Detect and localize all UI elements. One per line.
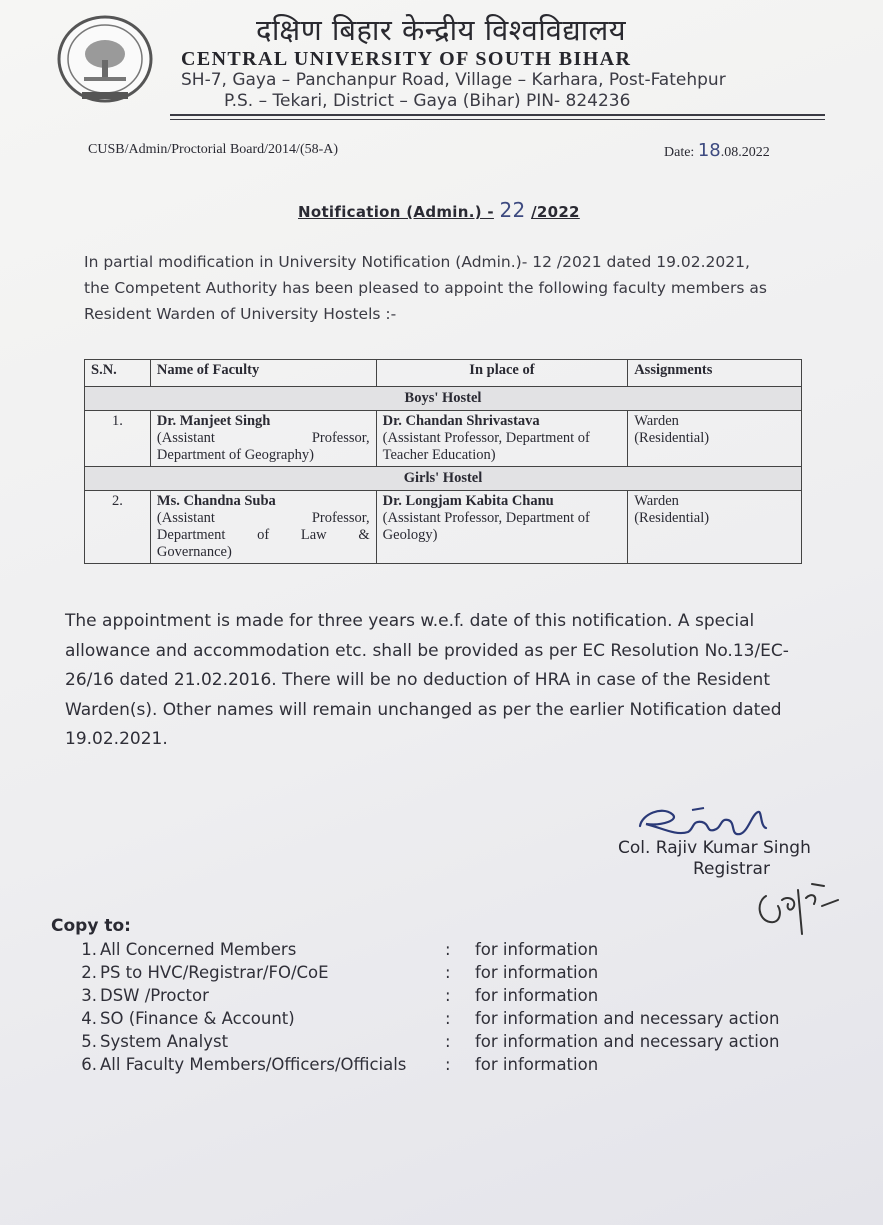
body-line: Warden(s). Other names will remain unchanged as per the earlier Notification dated bbox=[65, 699, 782, 720]
registrar-title: Registrar bbox=[693, 859, 770, 879]
copy-to-list bbox=[75, 940, 815, 1078]
item-recipient: All Concerned Members bbox=[100, 940, 297, 959]
item-number: 2. bbox=[81, 963, 97, 982]
section-row bbox=[85, 387, 802, 411]
cell-in-place bbox=[376, 411, 628, 467]
replaced-name: Dr. Chandan Shrivastava bbox=[382, 413, 540, 429]
cell-assignment bbox=[628, 411, 802, 467]
item-colon: : bbox=[445, 1055, 451, 1074]
faculty-detail-line bbox=[157, 510, 370, 527]
notification-number: 22 bbox=[499, 198, 526, 222]
faculty-detail: Law bbox=[300, 527, 327, 543]
body-paragraph bbox=[65, 607, 811, 755]
item-purpose: for information and necessary action bbox=[475, 1032, 780, 1051]
body-line: The appointment is made for three years w.e.f. date of this notification. A special bbox=[65, 611, 755, 631]
header-sn: S.N. bbox=[85, 360, 151, 387]
replaced-name: Dr. Longjam Kabita Chanu bbox=[382, 493, 554, 509]
cell-name bbox=[150, 411, 376, 467]
cell-assignment bbox=[628, 491, 802, 564]
registrar-name: Col. Rajiv Kumar Singh bbox=[618, 838, 811, 858]
faculty-table bbox=[84, 359, 802, 564]
date-rest: .08.2022 bbox=[720, 145, 770, 160]
address-line-1: SH-7, Gaya – Panchanpur Road, Village – Karhara, Post-Fatehpur bbox=[181, 70, 726, 90]
item-number: 4. bbox=[81, 1009, 97, 1028]
list-item bbox=[75, 1055, 815, 1078]
header-divider-thin bbox=[170, 119, 825, 120]
faculty-detail: Professor, bbox=[311, 430, 370, 446]
assignment-detail: (Residential) bbox=[634, 510, 710, 526]
faculty-detail-line bbox=[157, 527, 370, 544]
date-label: Date: bbox=[664, 145, 695, 160]
handwritten-initials bbox=[752, 876, 844, 940]
faculty-detail: Department of Geography) bbox=[156, 447, 314, 463]
assignment-detail: (Residential) bbox=[634, 430, 710, 446]
item-colon: : bbox=[445, 1009, 451, 1028]
notification-prefix: Notification (Admin.) - bbox=[298, 203, 494, 221]
assignment: Warden bbox=[634, 413, 679, 429]
body-line: allowance and accommodation etc. shall be provided as per EC Resolution No.13/EC- bbox=[65, 640, 789, 661]
item-number: 3. bbox=[81, 986, 97, 1005]
hindi-university-name: दक्षिण बिहार केन्द्रीय विश्वविद्यालय bbox=[256, 13, 627, 47]
notification-suffix: /2022 bbox=[531, 203, 580, 221]
item-colon: : bbox=[445, 1032, 451, 1051]
item-purpose: for information bbox=[475, 940, 599, 959]
body-line: 26/16 dated 21.02.2016. There will be no deduction of HRA in case of the Resident bbox=[65, 670, 770, 690]
body-line: 19.02.2021. bbox=[65, 729, 168, 749]
intro-line: Resident Warden of University Hostels :- bbox=[84, 305, 397, 323]
list-item bbox=[75, 986, 815, 1009]
intro-line: the Competent Authority has been pleased to appoint the following faculty members as bbox=[84, 279, 767, 297]
list-item bbox=[75, 1032, 815, 1055]
replaced-detail: (Assistant Professor, Department of Teacher Education) bbox=[382, 430, 590, 463]
faculty-detail-line bbox=[157, 430, 370, 447]
faculty-detail: (Assistant bbox=[156, 510, 215, 526]
section-row bbox=[85, 467, 802, 491]
item-number: 5. bbox=[81, 1032, 97, 1051]
intro-line: In partial modification in University Notification (Admin.)- 12 /2021 dated 19.02.2021, bbox=[84, 253, 750, 271]
table-row bbox=[85, 411, 802, 467]
replaced-detail: (Assistant Professor, Department of Geology) bbox=[382, 510, 590, 543]
item-number: 6. bbox=[81, 1055, 97, 1074]
cell-sn: 2. bbox=[85, 491, 151, 564]
notification-date bbox=[664, 140, 770, 161]
item-colon: : bbox=[445, 940, 451, 959]
item-colon: : bbox=[445, 986, 451, 1005]
faculty-detail: (Assistant bbox=[156, 430, 215, 446]
faculty-name: Dr. Manjeet Singh bbox=[156, 413, 271, 429]
item-recipient: DSW /Proctor bbox=[100, 986, 209, 1005]
faculty-detail: Governance) bbox=[156, 544, 232, 560]
intro-paragraph bbox=[84, 249, 796, 327]
assignment: Warden bbox=[634, 493, 679, 509]
university-logo bbox=[56, 14, 154, 104]
cell-name bbox=[150, 491, 376, 564]
table-header-row bbox=[85, 360, 802, 387]
cell-in-place bbox=[376, 491, 628, 564]
section-title: Girls' Hostel bbox=[85, 467, 802, 491]
reference-number: CUSB/Admin/Proctorial Board/2014/(58-A) bbox=[88, 142, 339, 157]
notification-title bbox=[298, 198, 580, 222]
list-item bbox=[75, 940, 815, 963]
faculty-name: Ms. Chandna Suba bbox=[156, 493, 276, 509]
header-in-place: In place of bbox=[376, 360, 628, 387]
item-purpose: for information bbox=[475, 986, 599, 1005]
list-item bbox=[75, 963, 815, 986]
faculty-detail: & bbox=[358, 527, 370, 543]
header-divider bbox=[170, 114, 825, 116]
faculty-detail: Professor, bbox=[311, 510, 370, 526]
item-recipient: System Analyst bbox=[100, 1032, 229, 1051]
english-university-name: CENTRAL UNIVERSITY OF SOUTH BIHAR bbox=[181, 48, 632, 70]
item-purpose: for information and necessary action bbox=[475, 1009, 780, 1028]
header-assignments: Assignments bbox=[628, 360, 802, 387]
faculty-detail: of bbox=[257, 527, 270, 543]
item-number: 1. bbox=[81, 940, 97, 959]
item-purpose: for information bbox=[475, 963, 599, 982]
faculty-detail: Department bbox=[156, 527, 226, 543]
item-recipient: SO (Finance & Account) bbox=[100, 1009, 295, 1028]
item-recipient: All Faculty Members/Officers/Officials bbox=[100, 1055, 407, 1074]
item-purpose: for information bbox=[475, 1055, 599, 1074]
item-colon: : bbox=[445, 963, 451, 982]
header-name: Name of Faculty bbox=[150, 360, 376, 387]
date-day: 18 bbox=[697, 140, 721, 161]
section-title: Boys' Hostel bbox=[85, 387, 802, 411]
cell-sn: 1. bbox=[85, 411, 151, 467]
table-row bbox=[85, 491, 802, 564]
address-line-2: P.S. – Tekari, District – Gaya (Bihar) PIN- 824236 bbox=[224, 91, 631, 111]
copy-to-label: Copy to: bbox=[51, 916, 131, 936]
item-recipient: PS to HVC/Registrar/FO/CoE bbox=[100, 963, 329, 982]
list-item bbox=[75, 1009, 815, 1032]
